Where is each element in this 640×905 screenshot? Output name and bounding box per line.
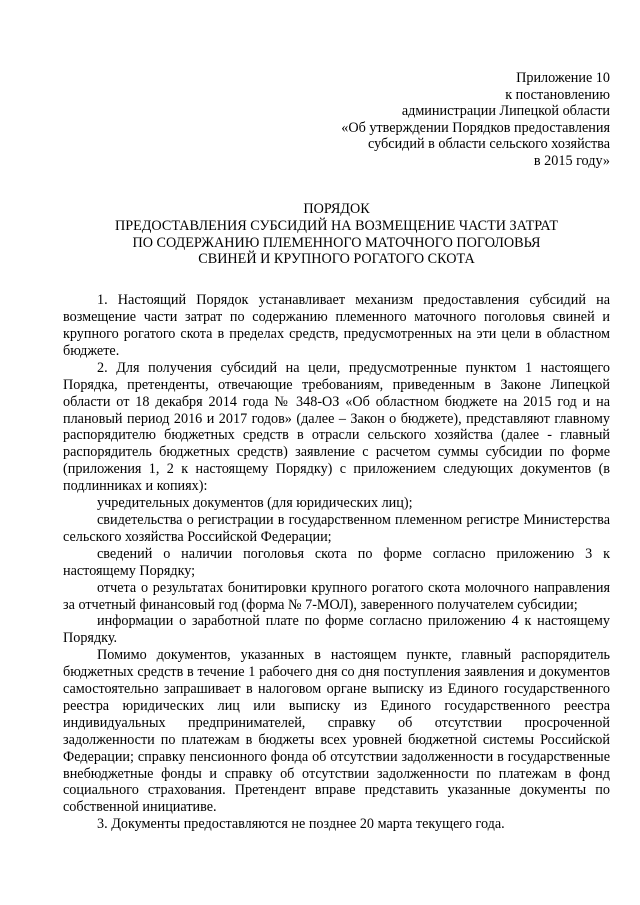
list-item: свидетельства о регистрации в государственном племенном регистре Министерства сельского хозяйства Российской Федерации; bbox=[63, 511, 610, 545]
paragraph-additional: Помимо документов, указанных в настоящем пункте, главный распорядитель бюджетных средств в течение 1 рабочего дня со дня поступления заявления и документов самостоятельно запрашивает в налоговом органе выписку из Единого государственного реестра юридических лиц или выписку из Единого государственного реестра индивидуальных предпринимателей, справку об отсутствии просроченной задолженности по платежам в бюджеты всех уровней бюджетной системы Российской Федерации; справку пенсионного фонда об отсутствии задолженности в государственные внебюджетные фонды и справку об отсутствии задолженности по платежам в фонд социального страхования. Претендент вправе представить указанные документы по собственной инициативе. bbox=[63, 647, 610, 816]
paragraph-1: 1. Настоящий Порядок устанавливает механизм предоставления субсидий на возмещение части затрат по содержанию племенного маточного поголовья свиней и крупного рогатого скота в пределах средств, предусмотренных на эти цели в областном бюджете. bbox=[63, 292, 610, 359]
paragraph-3: 3. Документы предоставляются не позднее 20 марта текущего года. bbox=[97, 816, 505, 833]
appendix-line: администрации Липецкой области bbox=[401, 103, 610, 119]
document-body bbox=[63, 292, 610, 833]
list-item: информации о заработной плате по форме согласно приложению 4 к настоящему Порядку. bbox=[63, 613, 610, 647]
appendix-line: «Об утверждении Порядков предоставления bbox=[341, 119, 610, 136]
title-line: ПО СОДЕРЖАНИЮ ПЛЕМЕННОГО МАТОЧНОГО ПОГОЛОВЬЯ bbox=[132, 234, 541, 251]
list-item: учредительных документов (для юридических лиц); bbox=[97, 495, 413, 512]
appendix-line: к постановлению bbox=[505, 86, 610, 103]
appendix-line: субсидий в области сельского хозяйства bbox=[368, 136, 610, 152]
title-line: ПОРЯДОК bbox=[303, 201, 370, 217]
title-line: ПРЕДОСТАВЛЕНИЯ СУБСИДИЙ НА ВОЗМЕЩЕНИЕ ЧАСТИ ЗАТРАТ bbox=[114, 217, 559, 234]
document-title bbox=[63, 201, 610, 268]
title-line: СВИНЕЙ И КРУПНОГО РОГАТОГО СКОТА bbox=[198, 251, 475, 268]
appendix-line: в 2015 году» bbox=[533, 152, 610, 169]
list-item: отчета о результатах бонитировки крупного рогатого скота молочного направления за отчетный финансовый год (форма № 7-МОЛ), заверенного получателем субсидии; bbox=[63, 579, 610, 613]
appendix-header bbox=[63, 70, 610, 169]
paragraph-2: 2. Для получения субсидий на цели, предусмотренные пунктом 1 настоящего Порядка, претенденты, отвечающие требованиям, приведенным в Законе Липецкой области от 18 декабря 2014 года № 348-ОЗ «Об областном бюджете на 2015 год и на плановый период 2016 и 2017 годов» (далее – Закон о бюджете), представляют главному распорядителю бюджетных средств в отрасли сельского хозяйства (далее - главный распорядитель бюджетных средств) заявление с расчетом суммы субсидии по форме (приложения 1, 2 к настоящему Порядку) с приложением следующих документов (в подлинниках и копиях): bbox=[63, 359, 610, 495]
list-item: сведений о наличии поголовья скота по форме согласно приложению 3 к настоящему Порядку; bbox=[63, 545, 610, 579]
appendix-line: Приложение 10 bbox=[516, 70, 610, 86]
